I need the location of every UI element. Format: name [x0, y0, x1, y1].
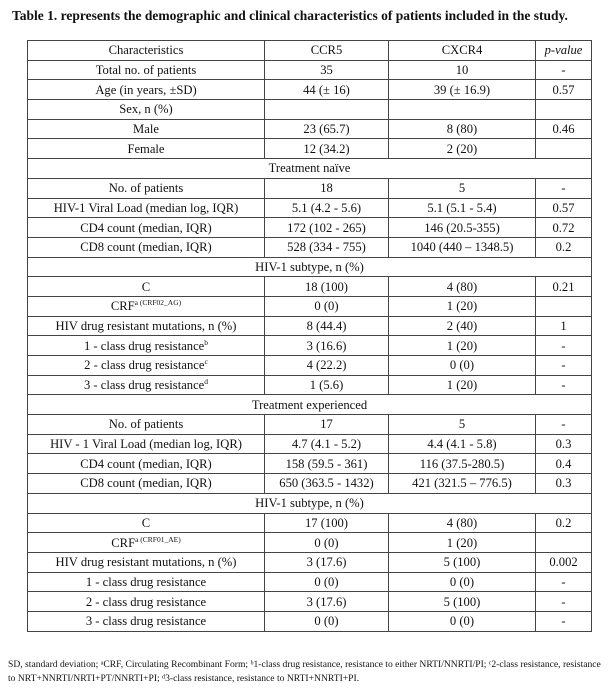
row-label-superscript: a (CRF02_AG)	[134, 298, 182, 308]
row-label-text: 1 - class drug resistance	[85, 574, 207, 589]
ccr5-value: 18 (100)	[265, 277, 389, 297]
row-label	[28, 80, 265, 100]
cxcr4-value: 421 (321.5 – 776.5)	[389, 474, 536, 494]
row-label-text: CRF	[110, 299, 135, 314]
table-row	[28, 356, 592, 376]
cxcr4-value: 5.1 (5.1 - 5.4)	[389, 198, 536, 218]
cxcr4-value: 4 (80)	[389, 277, 536, 297]
row-label	[28, 60, 265, 80]
ccr5-value: 0 (0)	[265, 296, 389, 316]
cxcr4-value: 146 (20.5-355)	[389, 218, 536, 238]
row-label-superscript: d	[204, 376, 209, 386]
cxcr4-value	[389, 100, 536, 120]
p-value: 0.4	[536, 454, 592, 474]
row-label-text: C	[141, 515, 151, 530]
table-row	[28, 434, 592, 454]
header-characteristics: Characteristics	[28, 41, 265, 61]
row-label	[28, 277, 265, 297]
p-value: 1	[536, 316, 592, 336]
section-label: HIV-1 subtype, n (%)	[28, 257, 592, 277]
section-label: Treatment naïve	[28, 159, 592, 179]
cxcr4-value: 0 (0)	[389, 572, 536, 592]
ccr5-value: 1 (5.6)	[265, 375, 389, 395]
row-label-text: HIV drug resistant mutations, n (%)	[55, 555, 237, 570]
section-label: HIV-1 subtype, n (%)	[28, 493, 592, 513]
ccr5-value: 12 (34.2)	[265, 139, 389, 159]
p-value: 0.2	[536, 237, 592, 257]
p-value: -	[536, 415, 592, 435]
ccr5-value: 3 (16.6)	[265, 336, 389, 356]
p-value: 0.57	[536, 198, 592, 218]
row-label	[28, 592, 265, 612]
table-row	[28, 552, 592, 572]
row-label-text: Age (in years, ±SD)	[95, 82, 197, 97]
table-row	[28, 316, 592, 336]
row-label-text: 3 - class drug resistance	[83, 378, 205, 393]
row-label-text: CD4 count (median, IQR)	[80, 456, 212, 471]
row-label	[28, 336, 265, 356]
cxcr4-value: 5	[389, 178, 536, 198]
row-label-text: 2 - class drug resistance	[85, 594, 207, 609]
characteristics-table	[27, 40, 592, 632]
cxcr4-value: 2 (20)	[389, 139, 536, 159]
row-label-text: HIV drug resistant mutations, n (%)	[55, 318, 237, 333]
row-label-text: 2 - class drug resistance	[84, 358, 205, 373]
table-row	[28, 513, 592, 533]
p-value: 0.2	[536, 513, 592, 533]
p-value: -	[536, 356, 592, 376]
table-row	[28, 375, 592, 395]
row-label	[28, 178, 265, 198]
p-value: 0.72	[536, 218, 592, 238]
p-value: -	[536, 375, 592, 395]
header-ccr5: CCR5	[265, 41, 389, 61]
row-label-text: C	[141, 279, 151, 294]
ccr5-value: 17	[265, 415, 389, 435]
row-label-text: Female	[127, 141, 165, 156]
cxcr4-value: 8 (80)	[389, 119, 536, 139]
table-row	[28, 592, 592, 612]
section-row	[28, 159, 592, 179]
row-label-text: HIV - 1 Viral Load (median log, IQR)	[50, 437, 242, 452]
row-label-text: Total no. of patients	[95, 63, 197, 78]
row-label	[28, 533, 265, 553]
table-row	[28, 611, 592, 631]
ccr5-value: 4.7 (4.1 - 5.2)	[265, 434, 389, 454]
p-value: -	[536, 178, 592, 198]
row-label-text: CRF	[111, 535, 136, 550]
row-label	[28, 218, 265, 238]
table-header-row	[28, 41, 592, 61]
table-row	[28, 296, 592, 316]
cxcr4-value: 4.4 (4.1 - 5.8)	[389, 434, 536, 454]
row-label-text: Sex, n (%)	[119, 102, 173, 117]
table-row	[28, 100, 592, 120]
row-label	[28, 454, 265, 474]
p-value	[536, 296, 592, 316]
row-label-text: No. of patients	[108, 417, 184, 432]
section-label: Treatment experienced	[28, 395, 592, 415]
table-row	[28, 277, 592, 297]
row-label-text: 3 - class drug resistance	[85, 614, 207, 629]
table-row	[28, 178, 592, 198]
row-label	[28, 119, 265, 139]
section-row	[28, 395, 592, 415]
table-row	[28, 474, 592, 494]
row-label-text: CD8 count (median, IQR)	[80, 240, 212, 255]
ccr5-value: 5.1 (4.2 - 5.6)	[265, 198, 389, 218]
p-value: 0.002	[536, 552, 592, 572]
cxcr4-value: 0 (0)	[389, 356, 536, 376]
cxcr4-value: 39 (± 16.9)	[389, 80, 536, 100]
header-cxcr4: CXCR4	[389, 41, 536, 61]
ccr5-value	[265, 100, 389, 120]
table-row	[28, 454, 592, 474]
ccr5-value: 0 (0)	[265, 572, 389, 592]
table-row	[28, 119, 592, 139]
p-value	[536, 100, 592, 120]
ccr5-value: 35	[265, 60, 389, 80]
table-row	[28, 60, 592, 80]
row-label	[28, 611, 265, 631]
p-value: 0.3	[536, 434, 592, 454]
table-row	[28, 237, 592, 257]
ccr5-value: 158 (59.5 - 361)	[265, 454, 389, 474]
table-row	[28, 198, 592, 218]
table-caption: Table 1. represents the demographic and clinical characteristics of patients included in the study.	[12, 8, 568, 23]
row-label	[28, 296, 265, 316]
p-value: 0.3	[536, 474, 592, 494]
row-label	[28, 139, 265, 159]
ccr5-value: 3 (17.6)	[265, 592, 389, 612]
row-label-text: 1 - class drug resistance	[83, 338, 205, 353]
row-label-text: CD8 count (median, IQR)	[80, 476, 212, 491]
p-value: -	[536, 592, 592, 612]
ccr5-value: 528 (334 - 755)	[265, 237, 389, 257]
row-label	[28, 237, 265, 257]
ccr5-value: 18	[265, 178, 389, 198]
section-row	[28, 257, 592, 277]
p-value	[536, 139, 592, 159]
row-label	[28, 552, 265, 572]
table-row	[28, 139, 592, 159]
cxcr4-value: 2 (40)	[389, 316, 536, 336]
p-value: 0.57	[536, 80, 592, 100]
row-label	[28, 513, 265, 533]
row-label-text: HIV-1 Viral Load (median log, IQR)	[53, 200, 239, 215]
row-label	[28, 375, 265, 395]
row-label	[28, 356, 265, 376]
cxcr4-value: 0 (0)	[389, 611, 536, 631]
ccr5-value: 3 (17.6)	[265, 552, 389, 572]
ccr5-value: 0 (0)	[265, 611, 389, 631]
ccr5-value: 172 (102 - 265)	[265, 218, 389, 238]
cxcr4-value: 5	[389, 415, 536, 435]
p-value	[536, 533, 592, 553]
row-label	[28, 198, 265, 218]
table-row	[28, 533, 592, 553]
p-value: -	[536, 336, 592, 356]
row-label-text: CD4 count (median, IQR)	[80, 220, 212, 235]
row-label	[28, 434, 265, 454]
p-value: -	[536, 60, 592, 80]
table-row	[28, 218, 592, 238]
table-row	[28, 415, 592, 435]
p-value: 0.21	[536, 277, 592, 297]
row-label	[28, 474, 265, 494]
row-label-superscript: a (CRF01_AE)	[135, 534, 181, 544]
row-label-text: Male	[133, 122, 159, 137]
cxcr4-value: 1 (20)	[389, 375, 536, 395]
row-label-superscript: c	[204, 357, 208, 367]
section-row	[28, 493, 592, 513]
table-row	[28, 572, 592, 592]
p-value: -	[536, 611, 592, 631]
ccr5-value: 44 (± 16)	[265, 80, 389, 100]
row-label-text: No. of patients	[108, 181, 184, 196]
ccr5-value: 650 (363.5 - 1432)	[265, 474, 389, 494]
p-value: 0.46	[536, 119, 592, 139]
row-label	[28, 316, 265, 336]
cxcr4-value: 1 (20)	[389, 533, 536, 553]
table-footnote: SD, standard deviation; ᵃCRF, Circulating Recombinant Form; ᵇ1-class drug resistance, resistance to either NRTI/NNRTI/PI; ᶜ2-class resistance, resistance to NRT+NNRTI/NRTI+PT/NNRTI+PI; ᵈ3-class resistance, resistance to NRTI+NNRTI+PI.	[8, 659, 601, 684]
cxcr4-value: 1040 (440 – 1348.5)	[389, 237, 536, 257]
cxcr4-value: 5 (100)	[389, 592, 536, 612]
cxcr4-value: 4 (80)	[389, 513, 536, 533]
ccr5-value: 17 (100)	[265, 513, 389, 533]
row-label	[28, 415, 265, 435]
ccr5-value: 23 (65.7)	[265, 119, 389, 139]
cxcr4-value: 10	[389, 60, 536, 80]
cxcr4-value: 116 (37.5-280.5)	[389, 454, 536, 474]
header-p-value: p-value	[536, 41, 592, 61]
table-row	[28, 336, 592, 356]
cxcr4-value: 1 (20)	[389, 336, 536, 356]
p-value: -	[536, 572, 592, 592]
row-label	[28, 572, 265, 592]
cxcr4-value: 1 (20)	[389, 296, 536, 316]
ccr5-value: 0 (0)	[265, 533, 389, 553]
cxcr4-value: 5 (100)	[389, 552, 536, 572]
row-label	[28, 100, 265, 120]
ccr5-value: 4 (22.2)	[265, 356, 389, 376]
ccr5-value: 8 (44.4)	[265, 316, 389, 336]
row-label-superscript: b	[204, 337, 209, 347]
table-row	[28, 80, 592, 100]
